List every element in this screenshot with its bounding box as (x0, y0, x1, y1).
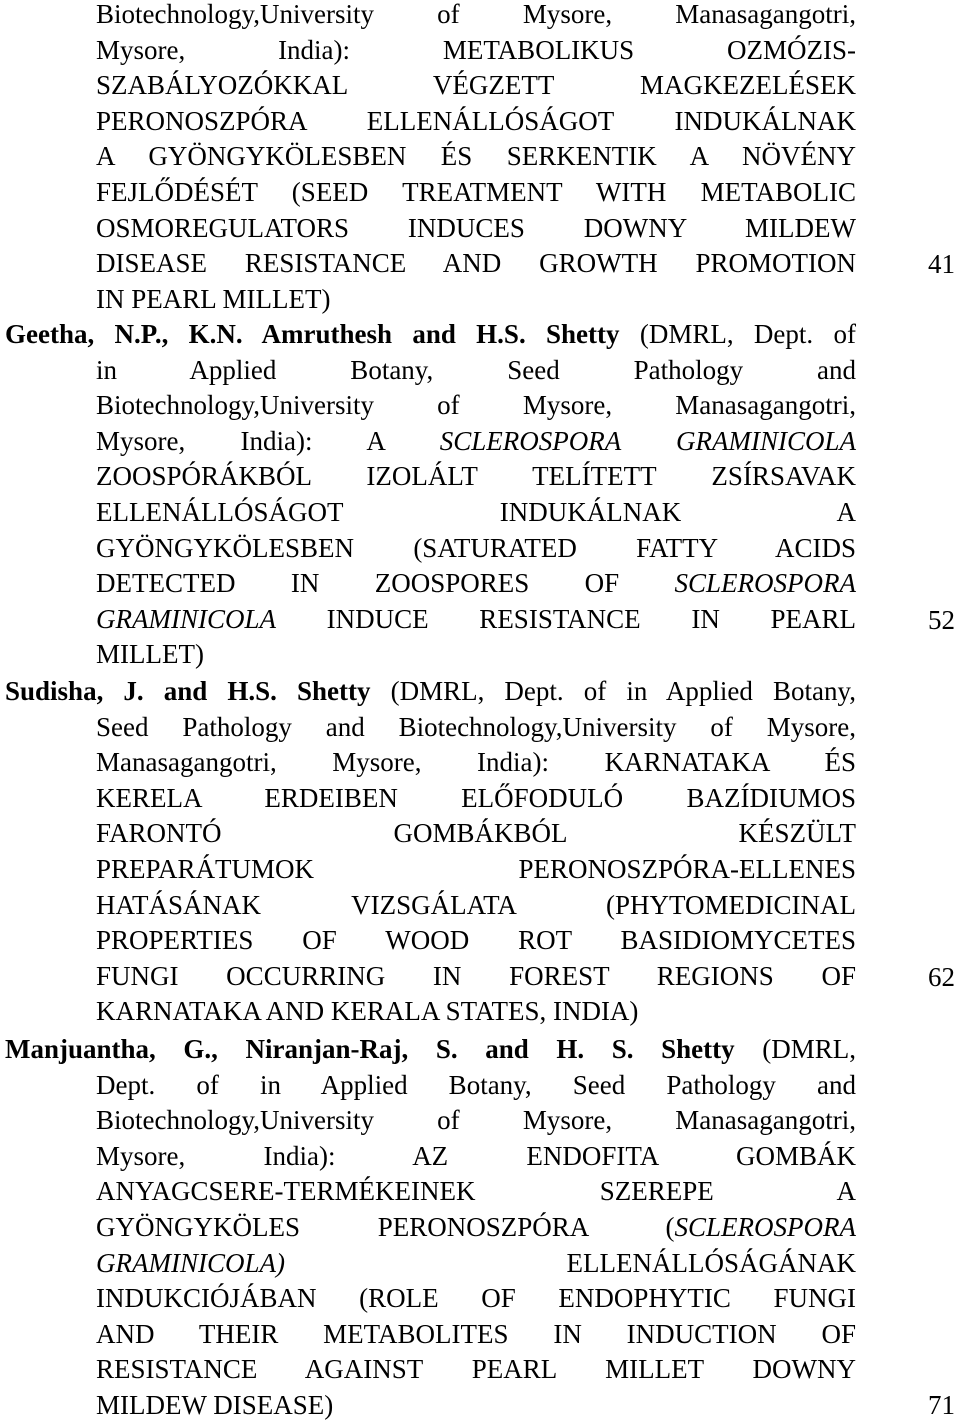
text-line: Dept. of in Applied Botany, Seed Pathology and (96, 1069, 856, 1100)
text-line: Biotechnology,University of Mysore, Manasagangotri, (96, 0, 856, 29)
species-name: SCLEROSPORA (674, 1211, 856, 1242)
entry-text (96, 710, 856, 1030)
entry-text (96, 1068, 856, 1424)
text-line: ANYAGCSERE-TERMÉKEINEK SZEREPE A (96, 1176, 856, 1207)
page-number: 41 (928, 249, 955, 279)
author-line (5, 317, 856, 353)
authors: Manjuantha, G., Niranjan-Raj, S. and H. S. Shetty (5, 1034, 735, 1064)
text-line: FUNGI OCCURRING IN FOREST REGIONS OF (96, 960, 856, 991)
text-line: PREPARÁTUMOK PERONOSZPÓRA-ELLENES (96, 853, 856, 884)
text-line: ZOOSPÓRÁKBÓL IZOLÁLT TELÍTETT ZSÍRSAVAK (96, 461, 856, 492)
text-line: GRAMINICOLA INDUCE RESISTANCE IN PEARL (96, 603, 856, 634)
species-name: SCLEROSPORA (674, 568, 856, 599)
text-line: Seed Pathology and Biotechnology,University of Mysore, (96, 711, 856, 742)
text-line: GRAMINICOLA) ELLENÁLLÓSÁGÁNAK (96, 1247, 856, 1278)
page-number: 62 (928, 962, 955, 992)
text-line: MILLET) (96, 639, 204, 670)
text-line: MILDEW DISEASE) (96, 1389, 334, 1420)
text-line: IN PEARL MILLET) (96, 283, 331, 314)
entry-text (96, 0, 856, 317)
text-line: GYÖNGYKÖLESBEN (SATURATED FATTY ACIDS (96, 532, 856, 563)
text-line: PROPERTIES OF WOOD ROT BASIDIOMYCETES (96, 925, 856, 956)
entry-text (96, 353, 856, 673)
species-name: SCLEROSPORA GRAMINICOLA (439, 425, 857, 456)
text-line: GYÖNGYKÖLES PERONOSZPÓRA (SCLEROSPORA (96, 1211, 856, 1242)
authors: Sudisha, J. and H.S. Shetty (5, 676, 371, 706)
text-line: Mysore, India): AZ ENDOFITA GOMBÁK (96, 1140, 856, 1171)
text-line: DETECTED IN ZOOSPORES OF SCLEROSPORA (96, 568, 856, 599)
author-line (5, 1032, 856, 1068)
species-name: GRAMINICOLA (96, 603, 276, 634)
text-line: KARNATAKA AND KERALA STATES, INDIA) (96, 996, 639, 1027)
page-number: 52 (928, 605, 955, 635)
text-line: Mysore, India): METABOLIKUS OZMÓZIS- (96, 34, 856, 65)
authors: Geetha, N.P., K.N. Amruthesh and H.S. Shetty (5, 319, 620, 349)
text-line: RESISTANCE AGAINST PEARL MILLET DOWNY (96, 1354, 856, 1385)
affiliation-start: (DMRL, (734, 1034, 857, 1064)
text-line: DISEASE RESISTANCE AND GROWTH PROMOTION (96, 248, 856, 279)
text-line: HATÁSÁNAK VIZSGÁLATA (PHYTOMEDICINAL (96, 889, 856, 920)
page-number: 71 (928, 1390, 955, 1420)
affiliation-start: (DMRL, Dept. of in Applied Botany, (370, 676, 856, 706)
species-name: GRAMINICOLA) (96, 1247, 285, 1278)
author-line (5, 674, 856, 710)
text-line: PERONOSZPÓRA ELLENÁLLÓSÁGOT INDUKÁLNAK (96, 105, 856, 136)
text-line: Biotechnology,University of Mysore, Manasagangotri, (96, 1105, 856, 1136)
text-line: INDUKCIÓJÁBAN (ROLE OF ENDOPHYTIC FUNGI (96, 1283, 856, 1314)
text-line: KERELA ERDEIBEN ELŐFODULÓ BAZÍDIUMOS (96, 782, 856, 813)
text-line: in Applied Botany, Seed Pathology and (96, 354, 856, 385)
text-line: ELLENÁLLÓSÁGOT INDUKÁLNAK A (96, 496, 856, 527)
text-line: OSMOREGULATORS INDUCES DOWNY MILDEW (96, 212, 856, 243)
text-line: FARONTÓ GOMBÁKBÓL KÉSZÜLT (96, 818, 856, 849)
text-line: Manasagangotri, Mysore, India): KARNATAKA ÉS (96, 747, 856, 778)
affiliation-start: (DMRL, Dept. of (619, 319, 856, 349)
text-line: SZABÁLYOZÓKKAL VÉGZETT MAGKEZELÉSEK (96, 70, 856, 101)
text-line: A GYÖNGYKÖLESBEN ÉS SERKENTIK A NÖVÉNY (96, 141, 856, 172)
text-line: AND THEIR METABOLITES IN INDUCTION OF (96, 1318, 856, 1349)
text-line: Biotechnology,University of Mysore, Manasagangotri, (96, 390, 856, 421)
text-line: Mysore, India): A SCLEROSPORA GRAMINICOLA (96, 425, 857, 456)
text-line: FEJLŐDÉSÉT (SEED TREATMENT WITH METABOLIC (96, 176, 856, 207)
